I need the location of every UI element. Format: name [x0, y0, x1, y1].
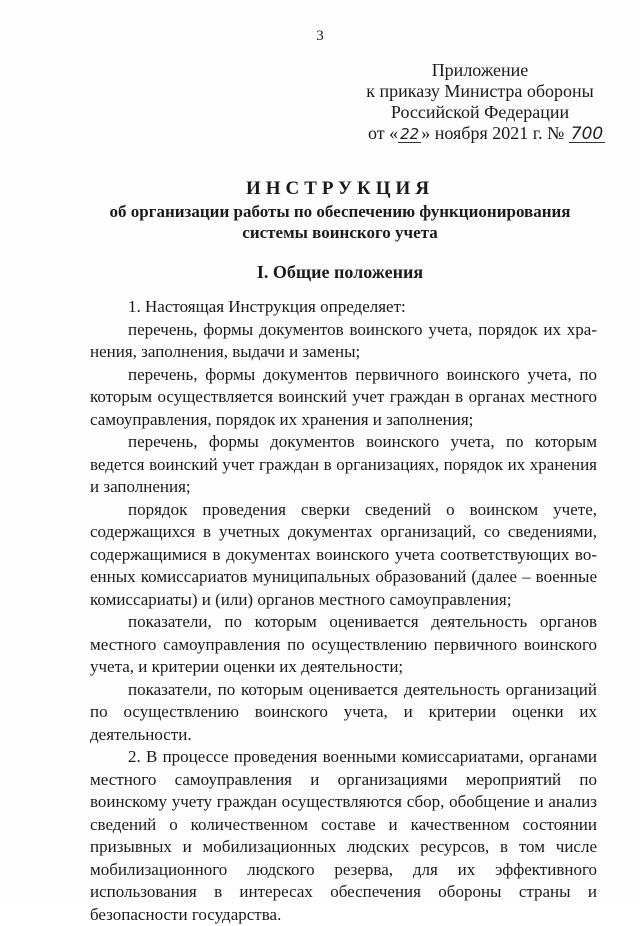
paragraph: перечень, формы документов воинского учета, по которым ведется воинский учет граждан в организациях, порядок их хранения и заполнения;: [90, 432, 597, 496]
handwritten-order-number: 700: [570, 124, 604, 144]
date-middle: » ноября 2021 г. №: [421, 123, 565, 143]
appendix-header: [350, 60, 610, 144]
document-subtitle-line2: системы воинского учета: [242, 223, 438, 242]
paragraph: 1. Настоящая Инструкция определяет:: [128, 297, 406, 316]
paragraph: порядок проведения сверки сведений о воинском учете, содержащихся в учетных документах организаций, со сведениями, содержащимися в документах воинского учета соответствующих военных комиссариатов муниципальных образований (далее – военные комиссариаты) и (или) органов местного самоуправления;: [90, 499, 597, 609]
paragraph: 2. В процессе проведения военными комиссариатами, органами местного самоуправления и организациями мероприятий по воинскому учету граждан осуществляются сбор, обобщение и анализ сведений о количественном составе и качественном состоянии призывных и мобилизационных людских ресурсов, в том числе мобилизационного людского резерва, для их эффективного использования в интересах обеспечения обороны страны и безопасности государства.: [90, 747, 597, 924]
page-number: 3: [316, 28, 324, 44]
document-title: ИНСТРУКЦИЯ: [245, 178, 435, 199]
appendix-order-ref: к приказу Министра обороны: [366, 81, 594, 101]
appendix-label: Приложение: [431, 60, 529, 80]
appendix-date-line: [350, 123, 610, 144]
title-block: [60, 177, 620, 243]
appendix-country: Российской Федерации: [390, 102, 570, 122]
document-subtitle-line1: об организации работы по обеспечению функционирования: [109, 202, 571, 221]
date-prefix: от «: [368, 123, 399, 143]
paragraph: показатели, по которым оценивается деятельность организаций по осуществлению воинского учета, и критерии оценки их деятельности.: [90, 679, 597, 744]
body-text: [90, 296, 597, 926]
paragraph: перечень, формы документов воинского учета, порядок их хранения, заполнения, выдачи и замены;: [90, 319, 597, 361]
paragraph: перечень, формы документов первичного воинского учета, по которым осуществляется воинский учет граждан в органах местного самоуправления, порядок их хранения и заполнения;: [90, 364, 597, 429]
handwritten-day: 22: [400, 125, 420, 143]
paragraph: показатели, по которым оценивается деятельность органов местного самоуправления по осуществлению первичного воинского учета, и критерии оценки их деятельности;: [90, 612, 597, 676]
section-heading: I. Общие положения: [256, 262, 424, 282]
